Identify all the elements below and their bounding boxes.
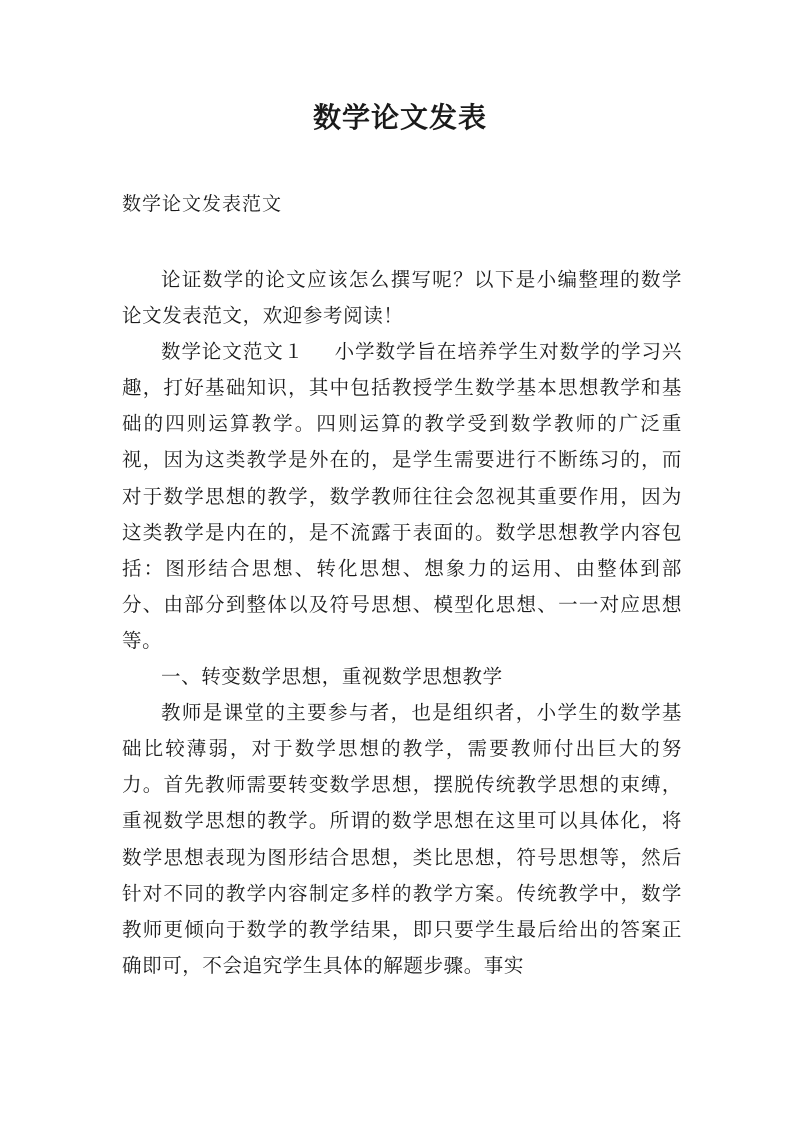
- example-1-paragraph: [122, 334, 682, 659]
- document-title: 数学论文发表: [312, 101, 487, 134]
- section-heading-1: 一、转变数学思想，重视数学思想教学: [161, 665, 503, 689]
- example-1-label: 数学论文范文１: [161, 340, 305, 364]
- intro-paragraph: 论证数学的论文应该怎么撰写呢？以下是小编整理的数学论文发表范文，欢迎参考阅读！: [122, 268, 682, 328]
- document-body: [122, 262, 682, 984]
- document-subtitle: 数学论文发表范文: [122, 193, 283, 215]
- example-1-text: 小学数学旨在培养学生对数学的学习兴趣，打好基础知识，其中包括教授学生数学基本思想教学和基础的四则运算教学。四则运算的教学受到数学教师的广泛重视，因为这类教学是外在的，是学生需要进行不断练习的，而对于数学思想的教学，数学教师往往会忽视其重要作用，因为这类教学是内在的，是不流露于表面的。数学思想教学内容包括：图形结合思想、转化思想、想象力的运用、由整体到部分、由部分到整体以及符号思想、模型化思想、一一对应思想等。: [122, 340, 683, 652]
- section-1-paragraph: 教师是课堂的主要参与者，也是组织者，小学生的数学基础比较薄弱，对于数学思想的教学，需要教师付出巨大的努力。首先教师需要转变数学思想，摆脱传统教学思想的束缚，重视数学思想的教学。所谓的数学思想在这里可以具体化，将数学思想表现为图形结合思想，类比思想，符号思想等，然后针对不同的教学内容制定多样的教学方案。传统教学中，数学教师更倾向于数学的教学结果，即只要学生最后给出的答案正确即可，不会追究学生具体的解题步骤。事实: [122, 701, 682, 977]
